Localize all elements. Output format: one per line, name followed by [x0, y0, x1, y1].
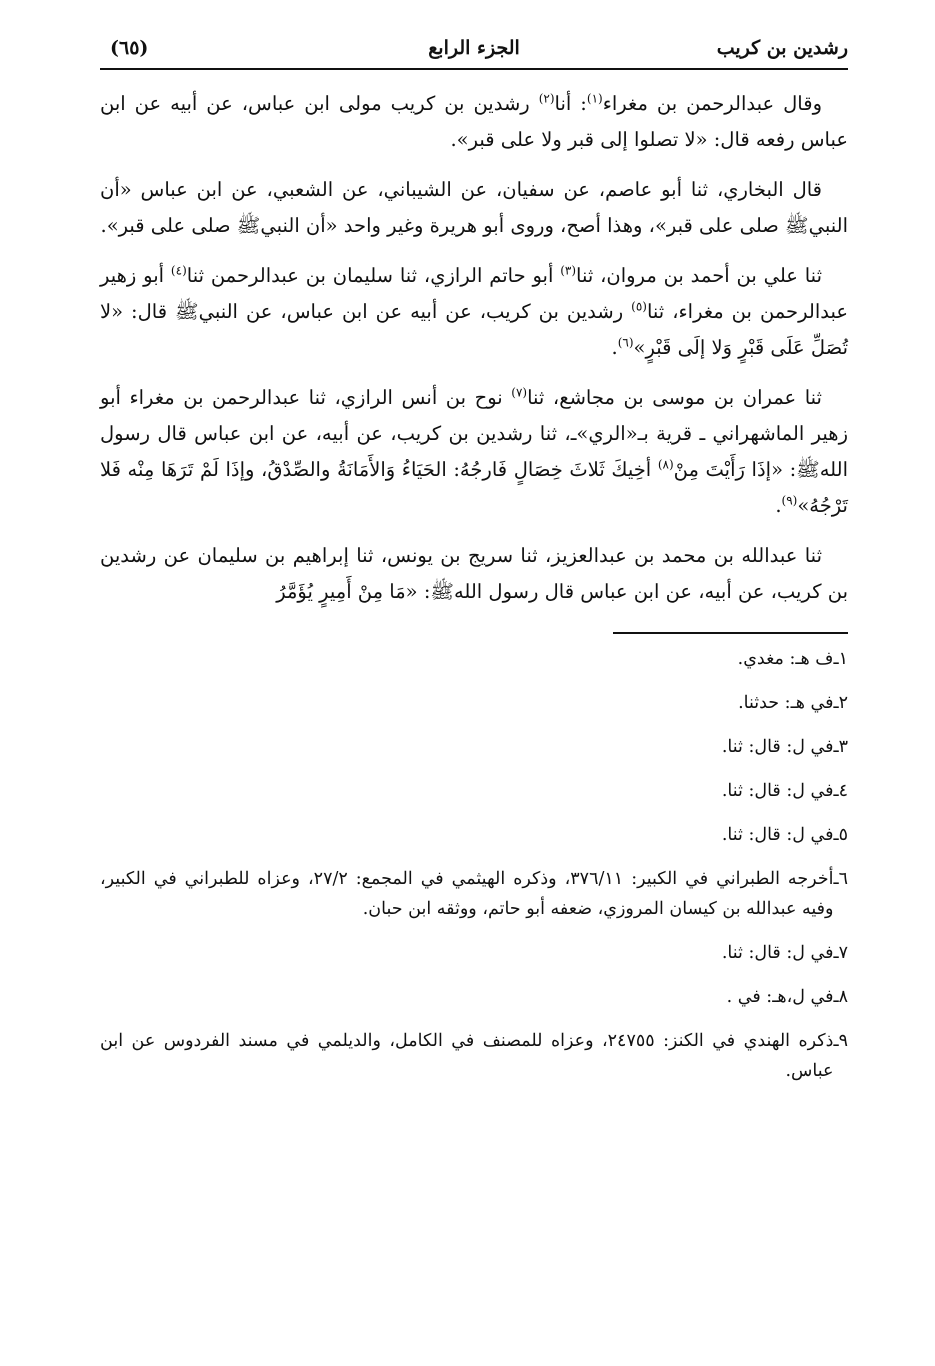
- footnote-number: ٢ـ: [833, 693, 848, 713]
- footnote-number: ٥ـ: [833, 825, 848, 845]
- paragraph-text: أبو حاتم الرازي، ثنا سليمان بن عبدالرحمن ثنا: [186, 264, 561, 287]
- footnote-item: [100, 688, 848, 718]
- page-number: (٦٥): [110, 37, 149, 59]
- footnote-number: ٤ـ: [833, 781, 848, 801]
- footnote-marker: (٩): [781, 493, 798, 508]
- footnote-marker: (٦): [617, 335, 634, 350]
- footnote-number: ١ـ: [833, 649, 848, 669]
- paragraph-text: قال البخاري، ثنا أبو عاصم، عن سفيان، عن الشيباني، عن الشعبي، عن ابن عباس «أن النبيﷺ صلى على قبر»، وهذا أصح، وروى أبو هريرة وغير واحد «أن النبيﷺ صلى على قبر».: [100, 178, 848, 237]
- footnote-text: في هـ: حدثنا.: [738, 693, 834, 713]
- paragraph-text: .: [775, 494, 782, 517]
- footnote-number: ٣ـ: [833, 737, 848, 757]
- footnote-marker: (٨): [657, 457, 674, 472]
- paragraph-text: رشدين بن كريب مولى ابن عباس، عن أبيه عن ابن عباس رفعه قال: «لا تصلوا إلى قبر ولا على قبر».: [100, 92, 848, 151]
- footnote-number: ٦ـ: [833, 869, 848, 889]
- paragraph: [100, 538, 848, 610]
- paragraph-text: أخِيكَ ثَلاثَ خِصَالٍ فَارجُهُ: الحَيَاءُ وَالأَمَانَةُ والصِّدْقُ، وإذَا لَمْ تَرَهَا مِنْه فَلا تَرْجُهُ»: [100, 458, 848, 517]
- footnote-text: في ل: قال: ثنا.: [721, 781, 834, 801]
- footnote-item: [100, 982, 848, 1012]
- footnote-text: في ل: قال: ثنا.: [721, 825, 834, 845]
- footnote-item: [100, 864, 848, 924]
- paragraph: [100, 380, 848, 524]
- paragraph-text: .: [611, 336, 618, 359]
- footnote-item: [100, 820, 848, 850]
- paragraph-text: رشدين بن كريب، عن أبيه عن ابن عباس، عن النبيﷺ قال: «لا تُصَلِّ عَلَى قَبْرٍ وَلا إلَى قَبْرٍ»: [100, 300, 848, 359]
- footnote-text: في ل،هـ: في .: [726, 987, 834, 1007]
- footnote-text: ف هـ: مغدي.: [737, 649, 834, 669]
- footnote-marker: (١): [586, 91, 603, 106]
- footnote-text: في ل: قال: ثنا.: [721, 943, 834, 963]
- book-page: [100, 28, 848, 1100]
- footnote-marker: (٣): [560, 263, 577, 278]
- footnote-marker: (٥): [631, 299, 647, 314]
- footnote-item: [100, 732, 848, 762]
- footnote-marker: (٤): [170, 263, 187, 278]
- paragraph-text: : أنا: [554, 92, 587, 115]
- paragraph: [100, 258, 848, 366]
- footnote-text: أخرجه الطبراني في الكبير: ٣٧٦/١١، وذكره الهيثمي في المجمع: ٢٧/٢، وعزاه للطبراني في الكبير، وفيه عبدالله بن كيسان المروزي، ضعفه أبو حاتم، ووثقه ابن حبان.: [100, 869, 834, 919]
- footnote-number: ٩ـ: [833, 1031, 848, 1051]
- running-header: [100, 28, 848, 70]
- paragraph-text: أبو زهير عبدالرحمن بن مغراء، ثنا: [100, 264, 848, 323]
- footnote-item: [100, 644, 848, 674]
- footnote-text: في ل: قال: ثنا.: [721, 737, 834, 757]
- footnote-text: ذكره الهندي في الكنز: ٢٤٧٥٥، وعزاه للمصنف في الكامل، والديلمي في مسند الفردوس عن ابن عباس.: [100, 1031, 834, 1081]
- paragraph-text: ثنا عبدالله بن محمد بن عبدالعزيز، ثنا سريج بن يونس، ثنا إبراهيم بن سليمان عن رشدين بن كريب، عن أبيه، عن ابن عباس قال رسول اللهﷺ: «مَا مِنْ أَمِيرٍ يُؤَمَّرُ: [100, 544, 848, 603]
- header-volume-title: الجزء الرابع: [428, 37, 520, 59]
- paragraph: [100, 86, 848, 158]
- footnote-marker: (٢): [538, 91, 555, 106]
- paragraph-text: وقال عبدالرحمن بن مغراء: [602, 92, 822, 115]
- footnote-item: [100, 938, 848, 968]
- paragraph-text: ثنا علي بن أحمد بن مروان، ثنا: [576, 264, 822, 287]
- footnotes: [100, 644, 848, 1086]
- paragraph-text: ثنا عمران بن موسى بن مجاشع، ثنا: [527, 386, 822, 409]
- footnote-item: [100, 1026, 848, 1086]
- header-chapter-title: رشدين بن كريب: [716, 37, 848, 59]
- paragraph: [100, 172, 848, 244]
- footnote-separator: [613, 632, 848, 634]
- main-text: [100, 86, 848, 610]
- footnote-number: ٨ـ: [833, 987, 848, 1007]
- paragraph-text: نوح بن أنس الرازي، ثنا عبدالرحمن بن مغراء أبو زهير الماشهراني ـ قرية بـ«الري»ـ، ثنا رشدين بن كريب، عن أبيه، عن ابن عباس قال رسول اللهﷺ: «إذَا رَأَيْتَ مِنْ: [100, 386, 848, 481]
- footnote-item: [100, 776, 848, 806]
- footnote-marker: (٧): [511, 385, 528, 400]
- footnote-number: ٧ـ: [833, 943, 848, 963]
